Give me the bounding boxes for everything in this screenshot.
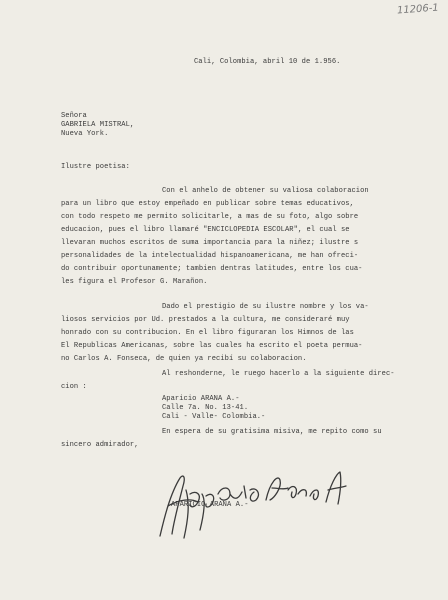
paragraph1-line: llevaran muchos escritos de suma importancia para la niñez; ilustre s: [61, 239, 359, 247]
address-line: Aparicio ARANA A.-: [162, 395, 240, 403]
paragraph2-line: honrado con su contribucion. En el libro figuraran los Himnos de las: [61, 329, 354, 337]
paragraph1-line: Con el anhelo de obtener su valiosa colaboracion: [162, 187, 369, 195]
paragraph1-line: personalidades de la intelectualidad hispanoamericana, me han ofreci-: [61, 252, 359, 260]
paragraph1-line: para un libro que estoy empeñado en publicar sobre temas educativos,: [61, 200, 354, 208]
address-line: Calle 7a. No. 13-41.: [162, 404, 249, 412]
paragraph2-line: El Republicas Americanas, sobre las cuales ha escrito el poeta permua-: [61, 342, 363, 350]
address-line: Cali - Valle- Colombia.-: [162, 413, 266, 421]
paragraph1-line: do contribuir oportunamente; tambien dentras latitudes, entre los cua-: [61, 265, 363, 273]
archive-number: 11206-1: [396, 2, 440, 17]
paragraph2-line: Dado el prestigio de su ilustre nombre y los va-: [162, 303, 369, 311]
recipient-honorific: Señora: [61, 112, 87, 120]
paragraph1-line: les figura el Profesor G. Marañon.: [61, 278, 208, 286]
date-line: Cali, Colombia, abril 10 de 1.956.: [194, 58, 341, 66]
signature-name: APARICIO ARANA A.-: [171, 501, 249, 509]
paragraph1-line: con todo respeto me permito solicitarle, a mas de su foto, algo sobre: [61, 213, 359, 221]
paragraph3-line: cion :: [61, 383, 87, 391]
recipient-city: Nueva York.: [61, 130, 109, 138]
recipient-name: GABRIELA MISTRAL,: [61, 121, 135, 129]
paragraph2-line: liosos servicios por Ud. prestados a la cultura, me consideraré muy: [61, 316, 350, 324]
closing-line: sincero admirador,: [61, 441, 139, 449]
paragraph3-line: Al reshonderne, le ruego hacerlo a la siguiente direc-: [162, 370, 395, 378]
paragraph1-line: educacion, pues el libro llamaré "ENCICLOPEDIA ESCOLAR", el cual se: [61, 226, 350, 234]
paragraph2-line: no Carlos A. Fonseca, de quien ya recibí su colaboracion.: [61, 355, 307, 363]
closing-line: En espera de su gratisima misiva, me repito como su: [162, 428, 382, 436]
salutation: Ilustre poetisa:: [61, 163, 130, 171]
